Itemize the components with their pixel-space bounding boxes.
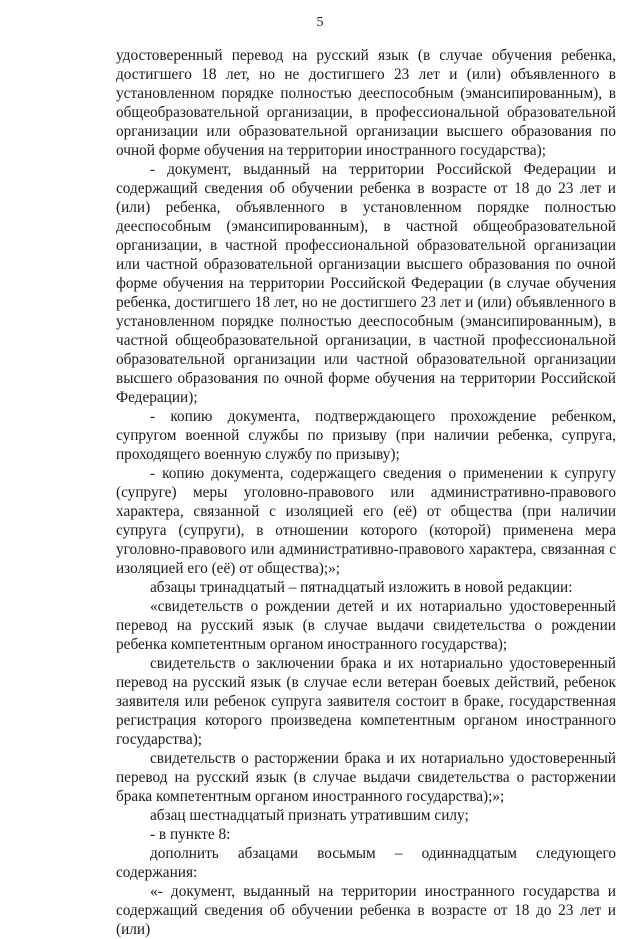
paragraph: свидетельств о заключении брака и их нотариально удостоверенный перевод на русский язык (в случае если ветеран боевых действий, ребенок заявителя или ребенок супруга заявителя состоит в браке, государственная регистрация которого произведена компетентным органом иностранного государства); (116, 655, 616, 748)
page-number: 5 (316, 15, 324, 30)
paragraph: - копию документа, подтверждающего прохождение ребенком, супругом военной службы по призыву (при наличии ребенка, супруга, проходящего военную службу по призыву); (116, 408, 616, 463)
paragraph: «- документ, выданный на территории иностранного государства и содержащий сведения об обучении ребенка в возрасте от 18 до 23 лет и (или) (116, 883, 616, 938)
paragraph: «свидетельств о рождении детей и их нотариально удостоверенный перевод на русский язык (в случае выдачи свидетельства о рождении ребенка компетентным органом иностранного государства); (116, 598, 616, 653)
paragraph: - в пункте 8: (150, 826, 231, 843)
paragraph: абзац шестнадцатый признать утратившим силу; (150, 807, 469, 824)
paragraph: - копию документа, содержащего сведения о применении к супругу (супруге) меры уголовно-правового или административно-правового характера, связанной с изоляцией его (её) от общества (при наличии супруга (супруги), в отношении которого (которой) применена мера уголовно-правового или административно-правового характера, связанная с изоляцией его (её) от общества);»; (116, 465, 616, 577)
paragraph: удостоверенный перевод на русский язык (в случае обучения ребенка, достигшего 18 лет, но не достигшего 23 лет и (или) объявленного в установленном порядке полностью дееспособным (эмансипированным), в общеобразовательной организации, в профессиональной образовательной организации или образовательной организации высшего образования по очной форме обучения на территории иностранного государства); (116, 47, 616, 159)
paragraph: дополнить абзацами восьмым – одиннадцатым следующего содержания: (116, 845, 616, 881)
document-body (116, 46, 616, 939)
paragraph: свидетельств о расторжении брака и их нотариально удостоверенный перевод на русский язык (в случае выдачи свидетельства о расторжении брака компетентным органом иностранного государства);»; (116, 750, 616, 805)
paragraph: абзацы тринадцатый – пятнадцатый изложить в новой редакции: (150, 579, 573, 596)
paragraph: - документ, выданный на территории Российской Федерации и содержащий сведения об обучении ребенка в возрасте от 18 до 23 лет и (или) ребенка, объявленного в установленном порядке полностью дееспособным (эмансипированным), в частной общеобразовательной организации, в частной профессиональной образовательной организации или частной образовательной организации высшего образования по очной форме обучения на территории Российской Федерации (в случае обучения ребенка, достигшего 18 лет, но не достигшего 23 лет и (или) объявленного в установленном порядке полностью дееспособным (эмансипированным), в частной общеобразовательной организации, в частной профессиональной образовательной организации или частной образовательной организации высшего образования по очной форме обучения на территории Российской Федерации); (116, 161, 616, 406)
